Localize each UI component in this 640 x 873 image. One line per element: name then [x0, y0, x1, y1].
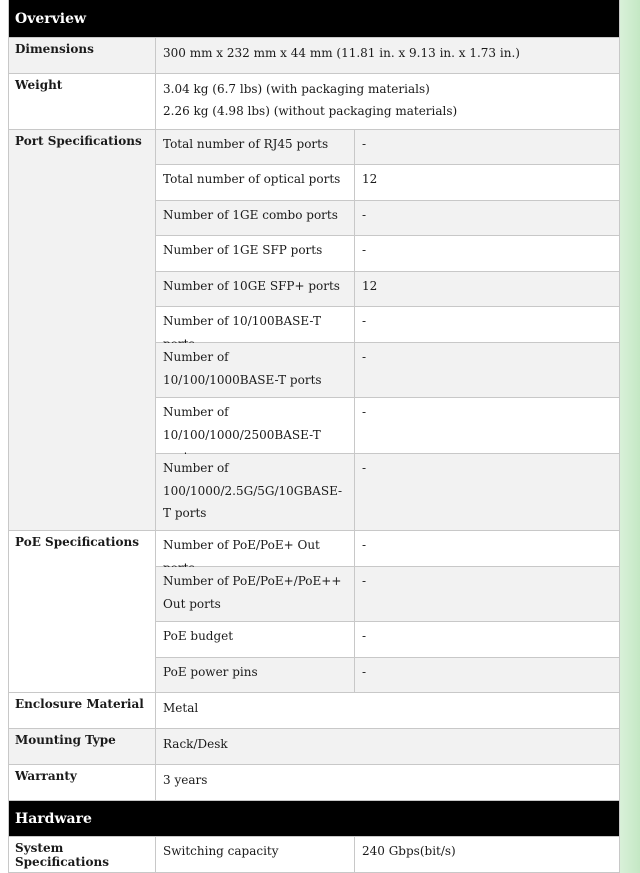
row-poe-specifications — [9, 531, 619, 693]
port-spec-subtable — [156, 130, 619, 530]
section-title: Hardware — [15, 810, 92, 827]
spec-name: Number of 100/1000/2.5G/5G/10GBASE-T ports — [156, 454, 355, 530]
row-label: Mounting Type — [9, 729, 156, 764]
row-label: Warranty — [9, 765, 156, 800]
row-weight — [9, 74, 619, 130]
spec-name: Number of 10/100/1000/2500BASE-T — [156, 398, 355, 453]
spec-value: - — [362, 574, 367, 588]
spec-value: - — [362, 538, 367, 552]
spec-value: 240 Gbps(bit/s) — [362, 844, 456, 858]
row-label: Dimensions — [9, 38, 156, 73]
spec-name: PoE power pins — [156, 658, 355, 692]
row-mounting-type — [9, 729, 619, 765]
spec-value: 12 — [362, 172, 378, 187]
spec-value: - — [362, 405, 367, 420]
spec-name: Number of PoE/PoE+/PoE++ Out ports — [156, 567, 355, 621]
system-spec-subtable — [156, 837, 619, 872]
row-value: Metal — [163, 701, 199, 715]
row-value: 3 years — [163, 773, 208, 787]
spec-value: - — [362, 629, 367, 644]
spec-name: Total number of optical ports — [156, 165, 355, 199]
section-title: Overview — [15, 10, 87, 27]
spec-name: Total number of RJ45 ports — [156, 130, 355, 164]
row-label: System Specifications — [9, 837, 156, 872]
spec-table — [8, 0, 620, 873]
poe-spec-subtable — [156, 531, 619, 692]
table-row — [156, 272, 619, 307]
spec-value: - — [362, 137, 367, 151]
spec-value: - — [362, 664, 367, 679]
row-label: Weight — [9, 74, 156, 129]
table-row — [156, 130, 619, 165]
weight-line: 2.26 kg (4.98 lbs) (without packaging materials) — [163, 104, 458, 118]
table-row — [156, 307, 619, 343]
table-row — [156, 201, 619, 236]
table-row — [156, 454, 619, 530]
row-port-specifications — [9, 130, 619, 531]
row-dimensions — [9, 38, 619, 74]
table-row — [156, 567, 619, 622]
table-row — [156, 622, 619, 657]
spec-name: Number of 1GE combo ports — [156, 201, 355, 235]
table-row — [156, 531, 619, 567]
spec-name: Number of 10GE SFP+ ports — [156, 272, 355, 306]
section-header-overview — [9, 0, 619, 38]
spec-value: - — [362, 243, 367, 258]
row-warranty — [9, 765, 619, 801]
spec-value: 12 — [362, 278, 378, 293]
spec-name: Number of 1GE SFP ports — [156, 236, 355, 270]
table-row — [156, 343, 619, 398]
row-value: 300 mm x 232 mm x 44 mm (11.81 in. x 9.13 in. x 1.73 in.) — [156, 38, 619, 73]
spec-name: Number of 10/100/1000BASE-T ports — [156, 343, 355, 397]
spec-value: - — [362, 314, 367, 329]
table-row — [156, 837, 619, 872]
table-row — [156, 236, 619, 271]
row-value — [156, 74, 619, 129]
row-label: Port Specifications — [9, 130, 156, 530]
spec-name: Number of PoE/PoE+ Out — [156, 531, 355, 566]
spec-value: - — [362, 350, 367, 365]
spec-name: Switching capacity — [156, 837, 355, 872]
weight-line: 3.04 kg (6.7 lbs) (with packaging materials) — [163, 82, 430, 96]
section-header-hardware — [9, 801, 619, 837]
spec-value: - — [362, 207, 367, 222]
spec-value: - — [362, 461, 367, 476]
table-row — [156, 165, 619, 200]
row-system-specifications — [9, 837, 619, 873]
row-label: PoE Specifications — [9, 531, 156, 692]
row-enclosure-material — [9, 693, 619, 729]
row-label: Enclosure Material — [9, 693, 156, 728]
table-row — [156, 398, 619, 454]
table-row — [156, 658, 619, 692]
spec-name: PoE budget — [156, 622, 355, 656]
row-value: Rack/Desk — [156, 729, 619, 764]
spec-name: Number of 10/100BASE-T — [156, 307, 355, 342]
